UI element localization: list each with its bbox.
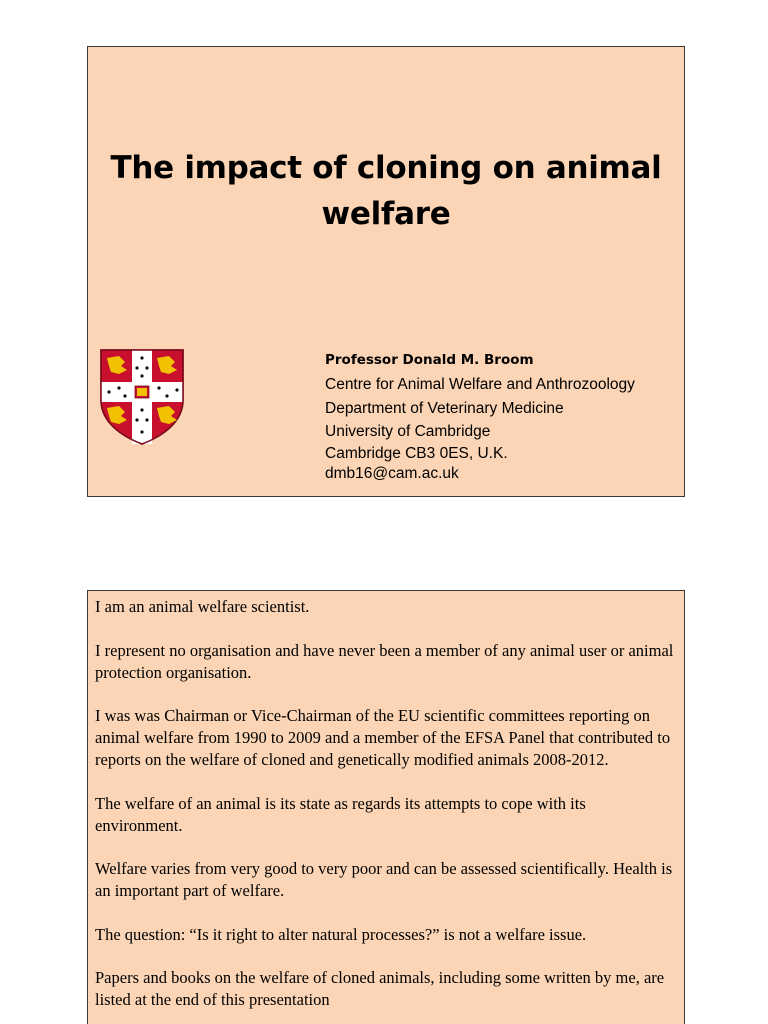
slide-title-line-1: The impact of cloning on animal: [110, 150, 662, 186]
author-block: [325, 351, 675, 484]
title-slide: [87, 46, 685, 497]
paragraph: The welfare of an animal is its state as regards its attempts to cope with its environment.: [95, 793, 586, 835]
slide-title: [108, 145, 664, 237]
slide-title-line-2: welfare: [321, 196, 451, 232]
author-university: University of Cambridge: [325, 423, 491, 440]
author-name: Professor Donald M. Broom: [325, 352, 534, 368]
paragraph: I was was Chairman or Vice-Chairman of the EU scientific committees reporting on animal welfare from 1990 to 2009 and a member of the EFSA Panel that contributed to reports on the welfare of cloned and genetically modified animals 2008-2012.: [95, 706, 671, 769]
author-department: Department of Veterinary Medicine: [325, 399, 564, 417]
author-email: dmb16@cam.ac.uk: [325, 464, 459, 482]
paragraph: Papers and books on the welfare of cloned animals, including some written by me, are listed at the end of this presentation: [95, 968, 665, 1009]
paragraph: I represent no organisation and have never been a member of any animal user or animal protection organisation.: [95, 640, 674, 682]
paragraph: I am an animal welfare scientist.: [95, 597, 310, 616]
statement-slide: [87, 590, 685, 1024]
author-centre: Centre for Animal Welfare and Anthrozoology: [325, 376, 635, 393]
university-crest-icon: [99, 348, 185, 446]
paragraph: The question: “Is it right to alter natural processes?” is not a welfare issue.: [95, 924, 587, 944]
paragraph: Welfare varies from very good to very poor and can be assessed scientifically. Health is an important part of welfare.: [95, 859, 673, 900]
statement-text: [95, 596, 675, 1024]
author-address: Cambridge CB3 0ES, U.K.: [325, 444, 508, 462]
